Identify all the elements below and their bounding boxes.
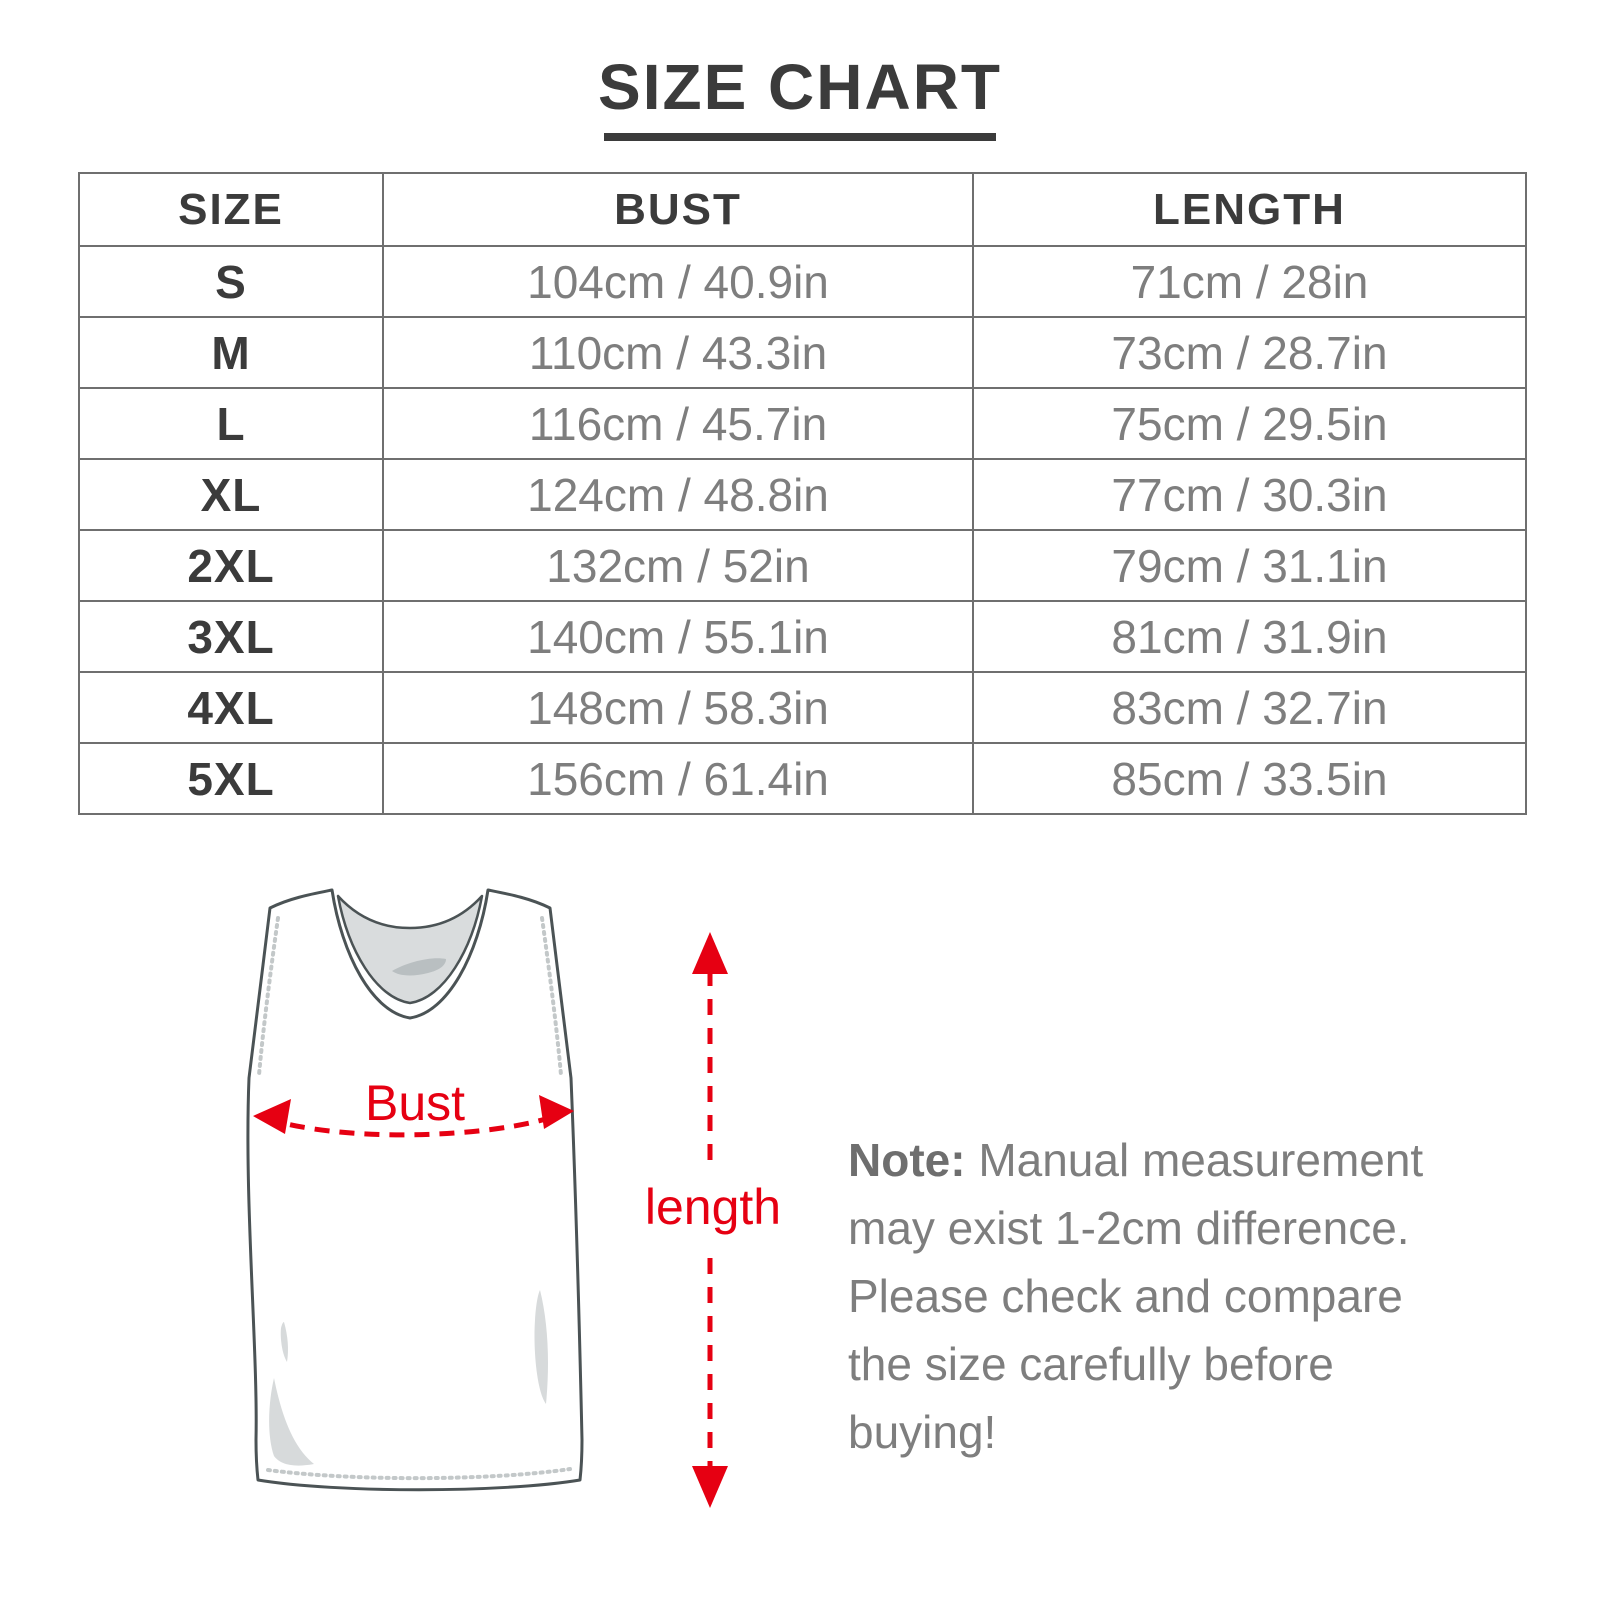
size-cell: S — [79, 246, 383, 317]
length-cell: 71cm / 28in — [973, 246, 1526, 317]
bust-cell: 156cm / 61.4in — [383, 743, 973, 814]
size-cell: 2XL — [79, 530, 383, 601]
table-row — [79, 317, 1526, 388]
table-row — [79, 459, 1526, 530]
bust-cell: 104cm / 40.9in — [383, 246, 973, 317]
page-title: SIZE CHART — [598, 51, 1002, 123]
bust-cell: 110cm / 43.3in — [383, 317, 973, 388]
size-cell: M — [79, 317, 383, 388]
length-cell: 73cm / 28.7in — [973, 317, 1526, 388]
bust-cell: 140cm / 55.1in — [383, 601, 973, 672]
length-cell: 83cm / 32.7in — [973, 672, 1526, 743]
length-cell: 75cm / 29.5in — [973, 388, 1526, 459]
size-cell: 4XL — [79, 672, 383, 743]
table-row — [79, 601, 1526, 672]
table-row — [79, 743, 1526, 814]
title-underline — [604, 133, 996, 141]
size-cell: L — [79, 388, 383, 459]
length-cell: 77cm / 30.3in — [973, 459, 1526, 530]
table-row — [79, 672, 1526, 743]
size-table — [78, 172, 1527, 815]
header-cell-length: LENGTH — [973, 173, 1526, 246]
note-text — [848, 1126, 1468, 1466]
length-cell: 81cm / 31.9in — [973, 601, 1526, 672]
bust-cell: 124cm / 48.8in — [383, 459, 973, 530]
size-cell: XL — [79, 459, 383, 530]
note-label: Note: — [848, 1134, 966, 1186]
table-row — [79, 530, 1526, 601]
length-label: length — [644, 1179, 782, 1235]
table-row — [79, 246, 1526, 317]
table-header-row — [79, 173, 1526, 246]
bust-label: Bust — [364, 1075, 466, 1131]
bust-cell: 116cm / 45.7in — [383, 388, 973, 459]
header-cell-bust: BUST — [383, 173, 973, 246]
size-cell: 3XL — [79, 601, 383, 672]
length-cell: 79cm / 31.1in — [973, 530, 1526, 601]
header-cell-size: SIZE — [79, 173, 383, 246]
bust-cell: 148cm / 58.3in — [383, 672, 973, 743]
size-cell: 5XL — [79, 743, 383, 814]
bust-cell: 132cm / 52in — [383, 530, 973, 601]
length-cell: 85cm / 33.5in — [973, 743, 1526, 814]
length-arrow-head-top — [692, 932, 728, 974]
length-arrow-head-bottom — [692, 1466, 728, 1508]
table-row — [79, 388, 1526, 459]
note-body: Manual measurement may exist 1-2cm difference. Please check and compare the size carefully before buying! — [848, 1134, 1424, 1458]
page-header — [0, 51, 1600, 141]
